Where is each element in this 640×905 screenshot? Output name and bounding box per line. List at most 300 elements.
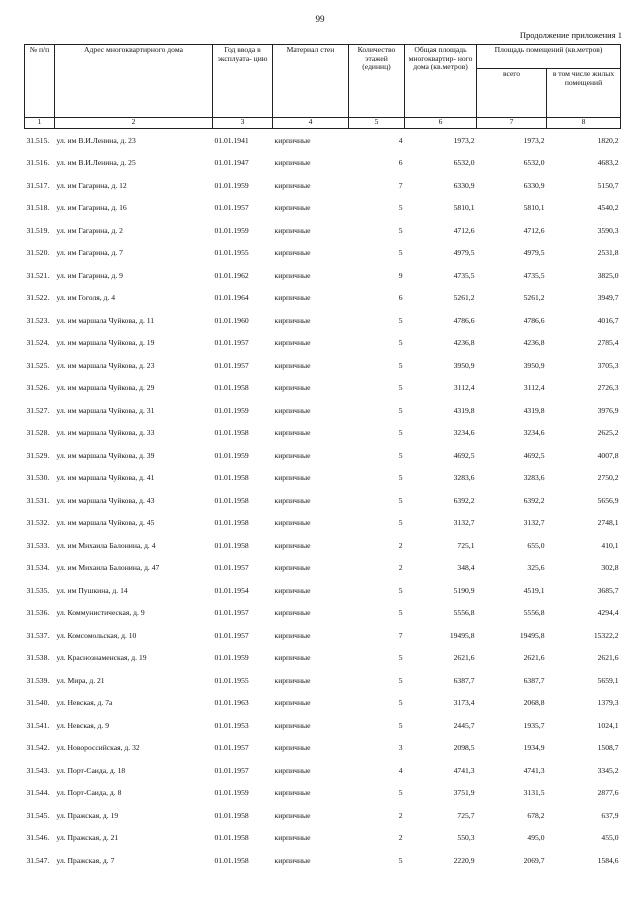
material-cell: кирпичные xyxy=(274,203,311,213)
row-number: 31.532. xyxy=(26,518,50,528)
row-number: 31.541. xyxy=(26,720,50,730)
material-cell: кирпичные xyxy=(274,585,311,595)
column-number: 6 xyxy=(405,118,477,129)
table-row xyxy=(25,287,621,310)
year-cell: 01.01.1959 xyxy=(214,180,249,190)
living-area-cell: 410,1 xyxy=(601,540,619,550)
address-cell: ул. Порт-Саида, д. 8 xyxy=(56,788,122,798)
premises-area-cell: 3112,4 xyxy=(523,383,545,393)
year-cell: 01.01.1959 xyxy=(214,450,249,460)
year-cell: 01.01.1955 xyxy=(214,248,249,258)
material-cell: кирпичные xyxy=(274,315,311,325)
table-row xyxy=(25,647,621,670)
premises-area-cell: 1973,2 xyxy=(523,135,545,145)
living-area-cell: 2531,8 xyxy=(597,248,619,258)
row-number: 31.519. xyxy=(26,225,50,235)
material-cell: кирпичные xyxy=(274,743,311,753)
header-floors: Количество этажей (единиц) xyxy=(349,45,405,118)
living-area-cell: 2625,2 xyxy=(597,428,619,438)
total-area-cell: 4712,6 xyxy=(453,225,475,235)
year-cell: 01.01.1957 xyxy=(214,765,249,775)
premises-area-cell: 4692,5 xyxy=(523,450,545,460)
header-total-area: Общая площадь многоквартир- ного дома (кв.метров) xyxy=(405,45,477,118)
total-area-cell: 6532,0 xyxy=(453,158,475,168)
total-area-cell: 348,4 xyxy=(457,563,475,573)
living-area-cell: 302,8 xyxy=(601,563,619,573)
living-area-cell: 5656,9 xyxy=(597,495,619,505)
header-year: Год ввода в эксплуата- цию xyxy=(213,45,273,118)
total-area-cell: 2098,5 xyxy=(453,743,475,753)
row-number: 31.524. xyxy=(26,338,50,348)
premises-area-cell: 495,0 xyxy=(527,833,545,843)
material-cell: кирпичные xyxy=(274,180,311,190)
total-area-cell: 6330,9 xyxy=(453,180,475,190)
address-cell: ул. им В.И.Ленина, д. 23 xyxy=(56,135,136,145)
floors-cell: 2 xyxy=(398,540,403,550)
address-cell: ул. Новороссийская, д. 32 xyxy=(56,743,140,753)
total-area-cell: 2621,6 xyxy=(453,653,475,663)
floors-cell: 4 xyxy=(398,135,403,145)
table-row xyxy=(25,242,621,265)
column-number: 7 xyxy=(477,118,547,129)
address-cell: ул. им маршала Чуйкова, д. 33 xyxy=(56,428,155,438)
continuation-label: Продолжение приложения 1 xyxy=(519,30,622,40)
floors-cell: 9 xyxy=(398,270,403,280)
table-row xyxy=(25,174,621,197)
floors-cell: 5 xyxy=(398,203,403,213)
material-cell: кирпичные xyxy=(274,293,311,303)
table-row xyxy=(25,422,621,445)
floors-cell: 2 xyxy=(398,563,403,573)
material-cell: кирпичные xyxy=(274,338,311,348)
premises-area-cell: 4735,5 xyxy=(523,270,545,280)
table-row xyxy=(25,557,621,580)
total-area-cell: 3234,6 xyxy=(453,428,475,438)
table-row xyxy=(25,377,621,400)
column-number-row xyxy=(25,118,621,129)
header-material: Материал стен xyxy=(273,45,349,118)
floors-cell: 5 xyxy=(398,855,403,865)
address-cell: ул. им маршала Чуйкова, д. 41 xyxy=(56,473,155,483)
floors-cell: 5 xyxy=(398,225,403,235)
total-area-cell: 725,1 xyxy=(457,540,475,550)
header-premises-all: всего xyxy=(477,69,547,118)
living-area-cell: 3685,7 xyxy=(597,585,619,595)
address-cell: ул. им Гагарина, д. 9 xyxy=(56,270,123,280)
floors-cell: 2 xyxy=(398,810,403,820)
total-area-cell: 5190,9 xyxy=(453,585,475,595)
header-premises: Площадь помещений (кв.метров) xyxy=(477,45,621,69)
living-area-cell: 2785,4 xyxy=(597,338,619,348)
row-number: 31.520. xyxy=(26,248,50,258)
address-cell: ул. им Гагарина, д. 12 xyxy=(56,180,127,190)
year-cell: 01.01.1963 xyxy=(214,698,249,708)
living-area-cell: 1820,2 xyxy=(597,135,619,145)
floors-cell: 6 xyxy=(398,158,403,168)
living-area-cell: 4294,4 xyxy=(597,608,619,618)
column-number: 2 xyxy=(55,118,213,129)
premises-area-cell: 4236,8 xyxy=(523,338,545,348)
table-row xyxy=(25,669,621,692)
year-cell: 01.01.1958 xyxy=(214,383,249,393)
row-number: 31.543. xyxy=(26,765,50,775)
total-area-cell: 4741,3 xyxy=(453,765,475,775)
total-area-cell: 4236,8 xyxy=(453,338,475,348)
living-area-cell: 4016,7 xyxy=(597,315,619,325)
living-area-cell: 5659,1 xyxy=(597,675,619,685)
premises-area-cell: 6387,7 xyxy=(523,675,545,685)
address-cell: ул. им В.И.Ленина, д. 25 xyxy=(56,158,136,168)
total-area-cell: 4735,5 xyxy=(453,270,475,280)
table-row xyxy=(25,782,621,805)
table-body xyxy=(25,129,621,872)
floors-cell: 5 xyxy=(398,518,403,528)
material-cell: кирпичные xyxy=(274,833,311,843)
year-cell: 01.01.1947 xyxy=(214,158,249,168)
total-area-cell: 4319,8 xyxy=(453,405,475,415)
premises-area-cell: 4979,5 xyxy=(523,248,545,258)
column-number: 4 xyxy=(273,118,349,129)
year-cell: 01.01.1958 xyxy=(214,473,249,483)
table-row xyxy=(25,512,621,535)
living-area-cell: 3825,0 xyxy=(597,270,619,280)
year-cell: 01.01.1958 xyxy=(214,855,249,865)
row-number: 31.521. xyxy=(26,270,50,280)
total-area-cell: 5556,8 xyxy=(453,608,475,618)
row-number: 31.546. xyxy=(26,833,50,843)
living-area-cell: 1024,1 xyxy=(597,720,619,730)
table-row xyxy=(25,332,621,355)
year-cell: 01.01.1957 xyxy=(214,338,249,348)
address-cell: ул. Пражская, д. 19 xyxy=(56,810,119,820)
header-address: Адрес многоквартирного дома xyxy=(55,45,213,118)
year-cell: 01.01.1953 xyxy=(214,720,249,730)
total-area-cell: 1973,2 xyxy=(453,135,475,145)
floors-cell: 5 xyxy=(398,698,403,708)
floors-cell: 5 xyxy=(398,405,403,415)
table-row xyxy=(25,467,621,490)
total-area-cell: 3950,9 xyxy=(453,360,475,370)
floors-cell: 5 xyxy=(398,788,403,798)
total-area-cell: 6387,7 xyxy=(453,675,475,685)
row-number: 31.531. xyxy=(26,495,50,505)
material-cell: кирпичные xyxy=(274,698,311,708)
premises-area-cell: 5556,8 xyxy=(523,608,545,618)
address-cell: ул. им маршала Чуйкова, д. 31 xyxy=(56,405,155,415)
material-cell: кирпичные xyxy=(274,360,311,370)
total-area-cell: 3173,4 xyxy=(453,698,475,708)
row-number: 31.535. xyxy=(26,585,50,595)
year-cell: 01.01.1958 xyxy=(214,540,249,550)
total-area-cell: 19495,8 xyxy=(449,630,475,640)
living-area-cell: 2726,3 xyxy=(597,383,619,393)
living-area-cell: 455,0 xyxy=(601,833,619,843)
premises-area-cell: 5261,2 xyxy=(523,293,545,303)
address-cell: ул. Коммунистическая, д. 9 xyxy=(56,608,145,618)
address-cell: ул. им Пушкина, д. 14 xyxy=(56,585,128,595)
material-cell: кирпичные xyxy=(274,225,311,235)
premises-area-cell: 4786,6 xyxy=(523,315,545,325)
housing-register-table xyxy=(24,44,621,872)
table-row xyxy=(25,197,621,220)
row-number: 31.545. xyxy=(26,810,50,820)
table-row xyxy=(25,399,621,422)
material-cell: кирпичные xyxy=(274,405,311,415)
column-number: 8 xyxy=(547,118,621,129)
floors-cell: 5 xyxy=(398,495,403,505)
year-cell: 01.01.1962 xyxy=(214,270,249,280)
living-area-cell: 1508,7 xyxy=(597,743,619,753)
premises-area-cell: 3950,9 xyxy=(523,360,545,370)
floors-cell: 5 xyxy=(398,338,403,348)
year-cell: 01.01.1959 xyxy=(214,788,249,798)
year-cell: 01.01.1954 xyxy=(214,585,249,595)
premises-area-cell: 2069,7 xyxy=(523,855,545,865)
page-number: 99 xyxy=(315,14,325,24)
row-number: 31.528. xyxy=(26,428,50,438)
row-number: 31.530. xyxy=(26,473,50,483)
premises-area-cell: 5810,1 xyxy=(523,203,545,213)
material-cell: кирпичные xyxy=(274,495,311,505)
row-number: 31.538. xyxy=(26,653,50,663)
premises-area-cell: 2068,8 xyxy=(523,698,545,708)
column-number: 5 xyxy=(349,118,405,129)
material-cell: кирпичные xyxy=(274,630,311,640)
address-cell: ул. Невская, д. 7а xyxy=(56,698,113,708)
year-cell: 01.01.1959 xyxy=(214,653,249,663)
premises-area-cell: 6392,2 xyxy=(523,495,545,505)
row-number: 31.529. xyxy=(26,450,50,460)
living-area-cell: 3705,3 xyxy=(597,360,619,370)
total-area-cell: 2445,7 xyxy=(453,720,475,730)
total-area-cell: 4979,5 xyxy=(453,248,475,258)
row-number: 31.540. xyxy=(26,698,50,708)
row-number: 31.542. xyxy=(26,743,50,753)
address-cell: ул. Невская, д. 9 xyxy=(56,720,110,730)
table-row xyxy=(25,219,621,242)
address-cell: ул. им маршала Чуйкова, д. 39 xyxy=(56,450,155,460)
floors-cell: 5 xyxy=(398,675,403,685)
material-cell: кирпичные xyxy=(274,608,311,618)
row-number: 31.544. xyxy=(26,788,50,798)
material-cell: кирпичные xyxy=(274,518,311,528)
table-row xyxy=(25,579,621,602)
year-cell: 01.01.1958 xyxy=(214,833,249,843)
table-row xyxy=(25,444,621,467)
total-area-cell: 3751,9 xyxy=(453,788,475,798)
material-cell: кирпичные xyxy=(274,653,311,663)
material-cell: кирпичные xyxy=(274,428,311,438)
year-cell: 01.01.1959 xyxy=(214,405,249,415)
total-area-cell: 5261,2 xyxy=(453,293,475,303)
premises-area-cell: 6330,9 xyxy=(523,180,545,190)
floors-cell: 5 xyxy=(398,473,403,483)
living-area-cell: 4683,2 xyxy=(597,158,619,168)
year-cell: 01.01.1957 xyxy=(214,608,249,618)
living-area-cell: 2877,6 xyxy=(597,788,619,798)
address-cell: ул. им Михаила Балонина, д. 4 xyxy=(56,540,156,550)
living-area-cell: 2621,6 xyxy=(597,653,619,663)
address-cell: ул. Порт-Саида, д. 18 xyxy=(56,765,126,775)
total-area-cell: 6392,2 xyxy=(453,495,475,505)
material-cell: кирпичные xyxy=(274,450,311,460)
material-cell: кирпичные xyxy=(274,765,311,775)
living-area-cell: 2750,2 xyxy=(597,473,619,483)
premises-area-cell: 678,2 xyxy=(527,810,545,820)
total-area-cell: 4692,5 xyxy=(453,450,475,460)
floors-cell: 7 xyxy=(398,180,403,190)
address-cell: ул. им Гагарина, д. 16 xyxy=(56,203,127,213)
row-number: 31.527. xyxy=(26,405,50,415)
year-cell: 01.01.1958 xyxy=(214,810,249,820)
table-row xyxy=(25,804,621,827)
address-cell: ул. Комсомольская, д. 10 xyxy=(56,630,137,640)
floors-cell: 5 xyxy=(398,450,403,460)
floors-cell: 5 xyxy=(398,383,403,393)
address-cell: ул. Мира, д. 21 xyxy=(56,675,105,685)
row-number: 31.547. xyxy=(26,855,50,865)
address-cell: ул. Пражская, д. 7 xyxy=(56,855,115,865)
address-cell: ул. им маршала Чуйкова, д. 11 xyxy=(56,315,155,325)
address-cell: ул. им Гоголя, д. 4 xyxy=(56,293,115,303)
premises-area-cell: 4741,3 xyxy=(523,765,545,775)
living-area-cell: 1584,6 xyxy=(597,855,619,865)
year-cell: 01.01.1957 xyxy=(214,743,249,753)
row-number: 31.516. xyxy=(26,158,50,168)
living-area-cell: 637,9 xyxy=(601,810,619,820)
material-cell: кирпичные xyxy=(274,788,311,798)
premises-area-cell: 2621,6 xyxy=(523,653,545,663)
material-cell: кирпичные xyxy=(274,270,311,280)
material-cell: кирпичные xyxy=(274,720,311,730)
premises-area-cell: 1935,7 xyxy=(523,720,545,730)
year-cell: 01.01.1958 xyxy=(214,518,249,528)
row-number: 31.534. xyxy=(26,563,50,573)
row-number: 31.537. xyxy=(26,630,50,640)
year-cell: 01.01.1964 xyxy=(214,293,249,303)
row-number: 31.536. xyxy=(26,608,50,618)
material-cell: кирпичные xyxy=(274,540,311,550)
total-area-cell: 5810,1 xyxy=(453,203,475,213)
floors-cell: 7 xyxy=(398,630,403,640)
table-row xyxy=(25,489,621,512)
premises-area-cell: 3234,6 xyxy=(523,428,545,438)
address-cell: ул. им маршала Чуйкова, д. 45 xyxy=(56,518,155,528)
floors-cell: 5 xyxy=(398,585,403,595)
table-row xyxy=(25,264,621,287)
floors-cell: 5 xyxy=(398,315,403,325)
material-cell: кирпичные xyxy=(274,855,311,865)
table-row xyxy=(25,602,621,625)
row-number: 31.539. xyxy=(26,675,50,685)
table-row xyxy=(25,534,621,557)
address-cell: ул. им Михаила Балонина, д. 47 xyxy=(56,563,160,573)
table-row xyxy=(25,152,621,175)
table-row xyxy=(25,714,621,737)
floors-cell: 5 xyxy=(398,720,403,730)
premises-area-cell: 3132,7 xyxy=(523,518,545,528)
row-number: 31.518. xyxy=(26,203,50,213)
table-row xyxy=(25,354,621,377)
living-area-cell: 1379,3 xyxy=(597,698,619,708)
premises-area-cell: 19495,8 xyxy=(519,630,545,640)
row-number: 31.525. xyxy=(26,360,50,370)
living-area-cell: 3949,7 xyxy=(597,293,619,303)
table-row xyxy=(25,827,621,850)
premises-area-cell: 4519,1 xyxy=(523,585,545,595)
header-premises-living: в том числе жилых помещений xyxy=(547,69,621,118)
row-number: 31.523. xyxy=(26,315,50,325)
year-cell: 01.01.1958 xyxy=(214,428,249,438)
material-cell: кирпичные xyxy=(274,563,311,573)
premises-area-cell: 4712,6 xyxy=(523,225,545,235)
premises-area-cell: 1934,9 xyxy=(523,743,545,753)
year-cell: 01.01.1957 xyxy=(214,630,249,640)
year-cell: 01.01.1957 xyxy=(214,203,249,213)
floors-cell: 5 xyxy=(398,428,403,438)
table-row xyxy=(25,309,621,332)
row-number: 31.526. xyxy=(26,383,50,393)
material-cell: кирпичные xyxy=(274,810,311,820)
premises-area-cell: 6532,0 xyxy=(523,158,545,168)
address-cell: ул. им маршала Чуйкова, д. 43 xyxy=(56,495,155,505)
address-cell: ул. им Гагарина, д. 2 xyxy=(56,225,123,235)
row-number: 31.517. xyxy=(26,180,50,190)
premises-area-cell: 4319,8 xyxy=(523,405,545,415)
material-cell: кирпичные xyxy=(274,383,311,393)
row-number: 31.533. xyxy=(26,540,50,550)
total-area-cell: 725,7 xyxy=(457,810,475,820)
address-cell: ул. им маршала Чуйкова, д. 29 xyxy=(56,383,155,393)
floors-cell: 5 xyxy=(398,653,403,663)
total-area-cell: 4786,6 xyxy=(453,315,475,325)
total-area-cell: 550,3 xyxy=(457,833,475,843)
living-area-cell: 15322,2 xyxy=(593,630,619,640)
address-cell: ул. им маршала Чуйкова, д. 19 xyxy=(56,338,155,348)
table-row xyxy=(25,849,621,872)
row-number: 31.515. xyxy=(26,135,50,145)
floors-cell: 3 xyxy=(398,743,403,753)
address-cell: ул. им Гагарина, д. 7 xyxy=(56,248,123,258)
floors-cell: 4 xyxy=(398,765,403,775)
total-area-cell: 3283,6 xyxy=(453,473,475,483)
material-cell: кирпичные xyxy=(274,675,311,685)
year-cell: 01.01.1941 xyxy=(214,135,249,145)
living-area-cell: 3590,3 xyxy=(597,225,619,235)
material-cell: кирпичные xyxy=(274,248,311,258)
premises-area-cell: 3131,5 xyxy=(523,788,545,798)
total-area-cell: 3112,4 xyxy=(453,383,475,393)
year-cell: 01.01.1957 xyxy=(214,563,249,573)
floors-cell: 6 xyxy=(398,293,403,303)
material-cell: кирпичные xyxy=(274,473,311,483)
table-row xyxy=(25,624,621,647)
address-cell: ул. Краснознаменская, д. 19 xyxy=(56,653,147,663)
table-row xyxy=(25,759,621,782)
header-num: № п/п xyxy=(25,45,55,118)
living-area-cell: 5150,7 xyxy=(597,180,619,190)
table-row xyxy=(25,737,621,760)
address-cell: ул. Пражская, д. 21 xyxy=(56,833,119,843)
table-row xyxy=(25,692,621,715)
material-cell: кирпичные xyxy=(274,135,311,145)
year-cell: 01.01.1960 xyxy=(214,315,249,325)
living-area-cell: 4007,8 xyxy=(597,450,619,460)
total-area-cell: 2220,9 xyxy=(453,855,475,865)
column-number: 3 xyxy=(213,118,273,129)
year-cell: 01.01.1955 xyxy=(214,675,249,685)
living-area-cell: 3976,9 xyxy=(597,405,619,415)
